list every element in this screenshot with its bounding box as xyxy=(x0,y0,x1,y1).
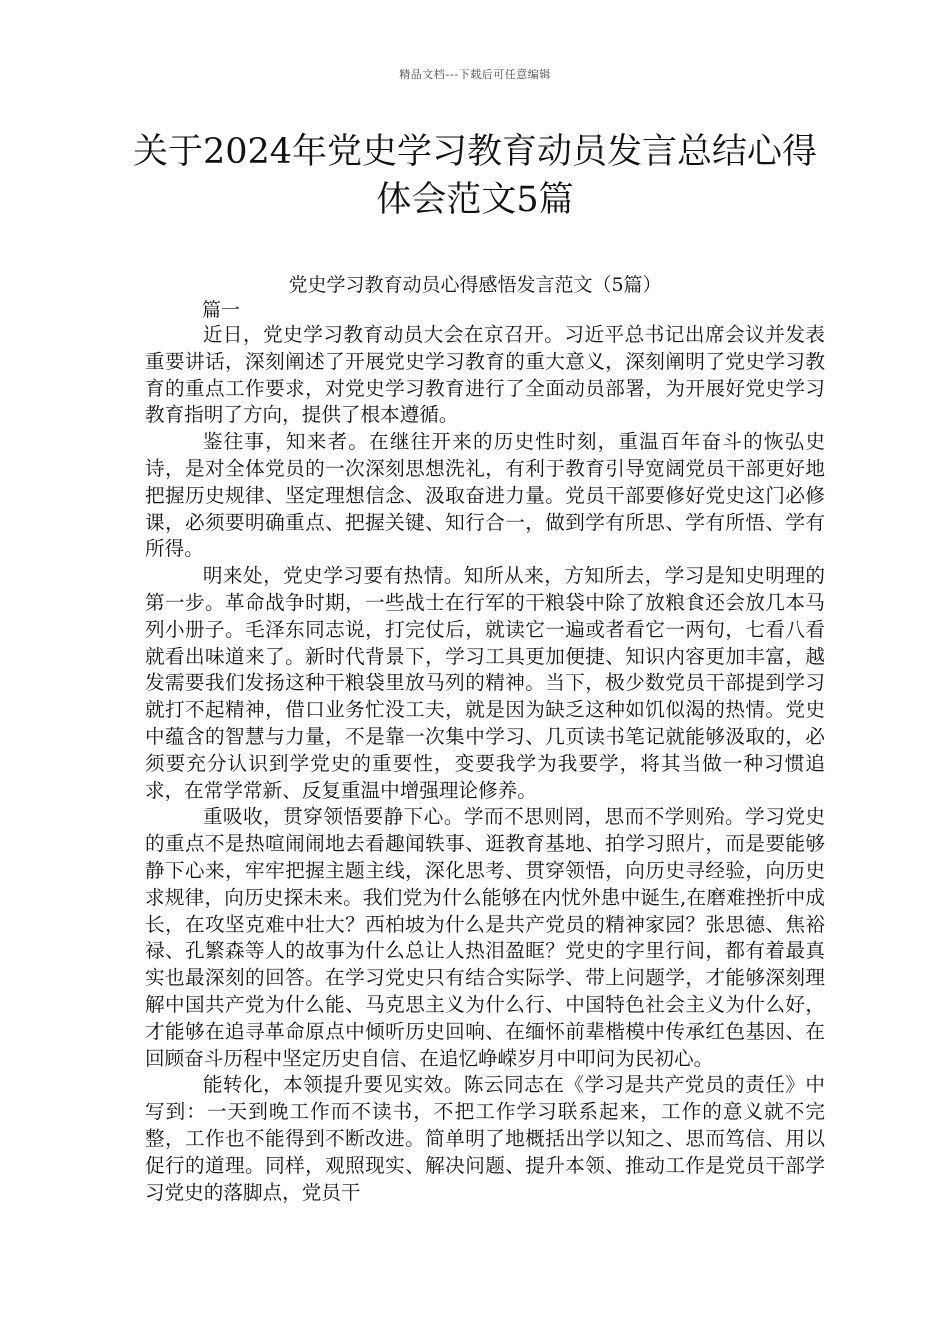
document-title: 关于2024年党史学习教育动员发言总结心得体会范文5篇 xyxy=(132,132,818,220)
paragraph: 鉴往事，知来者。在继往开来的历史性时刻，重温百年奋斗的恢弘史诗，是对全体党员的一次深刻思想洗礼，有利于教育引导宽阔党员干部更好地把握历史规律、坚定理想信念、汲取奋进力量。党员干部要修好党史这门必修课，必须要明确重点、把握关键、知行合一，做到学有所思、学有所悟、学有所得。 xyxy=(145,430,825,561)
paragraph: 能转化，本领提升要见实效。陈云同志在《学习是共产党员的责任》中写到：一天到晚工作而不读书，不把工作学习联系起来，工作的意义就不完整，工作也不能得到不断改进。简单明了地概括出学以知之、思而笃信、用以促行的道理。同样，观照现实、解决问题、提升本领、推动工作是党员干部学习党史的落脚点，党员干 xyxy=(145,1073,825,1204)
document-body xyxy=(145,322,825,1206)
document-subtitle: 党史学习教育动员心得感悟发言范文（5篇） xyxy=(288,274,662,296)
paragraph: 明来处，党史学习要有热情。知所从来，方知所去，学习是知史明理的第一步。革命战争时期，一些战士在行军的干粮袋中除了放粮食还会放几本马列小册子。毛泽东同志说，打完仗后，就读它一遍或者看它一两句，七看八看就看出味道来了。新时代背景下，学习工具更加便捷、知识内容更加丰富，越发需要我们发扬这种干粮袋里放马列的精神。当下，极少数党员干部提到学习就打不起精神，借口业务忙没工夫，就是因为缺乏这种如饥似渴的热情。党史中蕴含的智慧与力量，不是靠一次集中学习、几页读书笔记就能够汲取的，必须要充分认识到学党史的重要性，变要我学为我要学，将其当做一种习惯追求，在常学常新、反复重温中增强理论修养。 xyxy=(145,564,825,802)
section-label: 篇一 xyxy=(202,299,241,321)
paragraph: 近日，党史学习教育动员大会在京召开。习近平总书记出席会议并发表重要讲话，深刻阐述了开展党史学习教育的重大意义，深刻阐明了党史学习教育的重点工作要求，对党史学习教育进行了全面动员部署，为开展好党史学习教育指明了方向，提供了根本遵循。 xyxy=(145,323,825,427)
paragraph: 重吸收，贯穿领悟要静下心。学而不思则罔，思而不学则殆。学习党史的重点不是热喧闹闹地去看趣闻轶事、逛教育基地、拍学习照片，而是要能够静下心来，牢牢把握主题主线，深化思考、贯穿领悟，向历史寻经验，向历史求规律，向历史探未来。我们党为什么能够在内忧外患中诞生,在磨难挫折中成长，在攻坚克难中壮大？西柏坡为什么是共产党员的精神家园？张思德、焦裕禄、孔繁森等人的故事为什么总让人热泪盈眶？党史的字里行间，都有着最真实也最深刻的回答。在学习党史只有结合实际学、带上问题学，才能够深刻理解中国共产党为什么能、马克思主义为什么行、中国特色社会主义为什么好，才能够在追寻革命原点中倾听历史回响、在缅怀前辈楷模中传承红色基因、在回顾奋斗历程中坚定历史自信、在追忆峥嵘岁月中叩问为民初心。 xyxy=(145,805,825,1070)
page-header-note: 精品文档---下载后可任意编辑 xyxy=(399,68,551,81)
